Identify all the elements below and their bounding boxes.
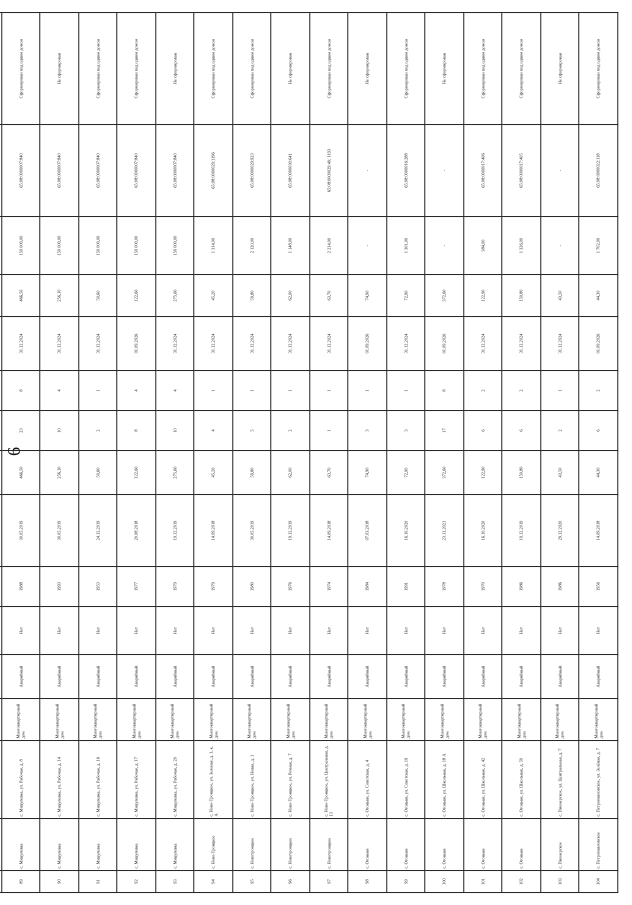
table-cell: с. Новотроицкое	[271, 819, 310, 871]
table-cell: Аварийный	[387, 655, 426, 699]
table-cell: 2	[271, 411, 310, 451]
table-cell: 275,60	[156, 451, 195, 495]
table-cell: 89	[2, 871, 41, 893]
table-cell: 93	[156, 871, 195, 893]
table-cell: 65:08:0000007:840	[2, 125, 41, 217]
table-cell: Аварийный	[310, 655, 349, 699]
table-cell: 1988	[2, 567, 41, 607]
table-cell: Многоквартирный дом	[2, 699, 41, 741]
table-cell: 98	[348, 871, 387, 893]
table-cell: 275,60	[156, 275, 195, 317]
table-cell: 372,60	[425, 451, 464, 495]
table-cell: 45,20	[194, 451, 233, 495]
table-cell: с. Ново-Троицкое, ул. Центральная, д. 13	[310, 741, 349, 819]
table-cell: Аварийный	[233, 655, 272, 699]
table-row	[233, 13, 272, 893]
table-cell: 50,60	[79, 275, 118, 317]
table-cell: 01.09.2026	[579, 317, 618, 371]
table-cell: с. Пионерское, ул. Центральная, д. 7	[541, 741, 580, 819]
table-cell: Аварийный	[40, 655, 79, 699]
table-cell: 150,80	[502, 451, 541, 495]
table-cell: 65:08:0000007:840	[79, 125, 118, 217]
table-cell: с. Мицулевка	[40, 819, 79, 871]
table-cell: 1977	[117, 567, 156, 607]
table-cell: 43,50	[541, 275, 580, 317]
table-cell: 122,60	[117, 275, 156, 317]
table-cell: с. Огоньки	[348, 819, 387, 871]
table-cell: Многоквартирный дом	[425, 699, 464, 741]
table-cell: 65:08:0000029:40; 1193	[310, 125, 349, 217]
table-cell: 2	[79, 411, 118, 451]
table-cell: Сформирован под одним домом	[233, 13, 272, 125]
table-cell: с. Огоньки, ул. Школьная, д. 50	[502, 741, 541, 819]
table-cell: Многоквартирный дом	[194, 699, 233, 741]
table-cell: 4	[40, 371, 79, 411]
table-cell: с. Огоньки	[502, 819, 541, 871]
table-cell: 63,70	[310, 275, 349, 317]
table-cell: с. Мицулевка	[79, 819, 118, 871]
table-cell: 1980	[233, 567, 272, 607]
table-cell: 65:08:0000017:405	[502, 125, 541, 217]
table-cell: Многоквартирный дом	[156, 699, 195, 741]
table-cell: Нет	[40, 607, 79, 655]
table-cell: 103	[541, 871, 580, 893]
table-cell: 65:08:0000016:288	[387, 125, 426, 217]
table-cell: Многоквартирный дом	[79, 699, 118, 741]
table-cell: Не сформирован	[541, 13, 580, 125]
table-cell: 6	[579, 411, 618, 451]
table-cell: Аварийный	[2, 655, 41, 699]
table-cell: 29.12.2020	[541, 495, 580, 567]
table-cell: 95	[233, 871, 272, 893]
table-cell: 90	[40, 871, 79, 893]
table-cell: 150 000,00	[156, 217, 195, 275]
table-cell: Аварийный	[117, 655, 156, 699]
table-cell: 150 000,00	[40, 217, 79, 275]
table-cell: 65:08:0000007:840	[40, 125, 79, 217]
table-body	[0, 13, 618, 893]
table-row	[271, 13, 310, 893]
table-cell: 20.08.2018	[117, 495, 156, 567]
table-cell: 1978	[425, 567, 464, 607]
table-cell: с. Мицулевка, ул. Рабочая, д. 17	[117, 741, 156, 819]
table-cell: Аварийный	[271, 655, 310, 699]
table-cell: 1986	[541, 567, 580, 607]
table-cell: с. Мицулевка, ул. Рабочая, д. 20	[156, 741, 195, 819]
table-cell: 14.09.2018	[579, 495, 618, 567]
table-cell: Сформирован под одним домом	[387, 13, 426, 125]
table-cell: Сформирован под одним домом	[194, 13, 233, 125]
table-cell: Не сформирован	[348, 13, 387, 125]
table-cell: 16.10.2020	[387, 495, 426, 567]
table-cell: Многоквартирный дом	[233, 699, 272, 741]
table-cell: 1 326,00	[502, 217, 541, 275]
table-cell: Не сформирован	[271, 13, 310, 125]
table-cell: 31.12.2024	[40, 317, 79, 371]
table-cell: с. Петропавловское, ул. Зелёная, д. 7	[579, 741, 618, 819]
table-cell: 8	[117, 411, 156, 451]
table-cell: Нет	[271, 607, 310, 655]
table-cell: Многоквартирный дом	[579, 699, 618, 741]
table-cell: 16.10.2020	[464, 495, 503, 567]
table-row	[425, 13, 464, 893]
table-cell: Сформирован под одним домом	[464, 13, 503, 125]
table-cell: Нет	[387, 607, 426, 655]
table-row	[156, 13, 195, 893]
table-cell: 2	[541, 411, 580, 451]
table-cell: 1	[194, 371, 233, 411]
table-cell: 2	[579, 371, 618, 411]
table-cell: Нет	[156, 607, 195, 655]
table-cell: Аварийный	[502, 655, 541, 699]
table-row	[348, 13, 387, 893]
table-row	[117, 13, 156, 893]
table-cell: 1	[348, 371, 387, 411]
table-cell: Аварийный	[156, 655, 195, 699]
table-cell: 8	[2, 371, 41, 411]
table-cell: 14.09.2018	[194, 495, 233, 567]
table-cell: 1953	[79, 567, 118, 607]
table-cell: -	[425, 125, 464, 217]
table-cell: 74,90	[348, 275, 387, 317]
table-cell: с. Огоньки, ул. Школьная, д. 42	[464, 741, 503, 819]
table-cell: 07.03.2018	[348, 495, 387, 567]
table-cell: 65:08:0000030:641	[271, 125, 310, 217]
table-cell: 50,60	[79, 451, 118, 495]
table-cell: 1956	[579, 567, 618, 607]
table-cell: 59,80	[233, 275, 272, 317]
table-cell: Нет	[579, 607, 618, 655]
table-cell: Многоквартирный дом	[464, 699, 503, 741]
table-cell: с. Ново-Троицкое	[194, 819, 233, 871]
table-row	[2, 13, 41, 893]
table-cell: Аварийный	[194, 655, 233, 699]
table-cell: Нет	[541, 607, 580, 655]
table-cell: 466,50	[2, 451, 41, 495]
table-cell: 101	[464, 871, 503, 893]
table-cell: Сформирован под одним домом	[579, 13, 618, 125]
table-row	[194, 13, 233, 893]
table-cell: Многоквартирный дом	[117, 699, 156, 741]
table-cell: Аварийный	[348, 655, 387, 699]
table-cell: 2	[502, 371, 541, 411]
table-cell: 150,80	[502, 275, 541, 317]
table-cell: 1979	[156, 567, 195, 607]
table-cell: с. Петропавловское	[579, 819, 618, 871]
table-cell: 24.12.2019	[79, 495, 118, 567]
table-cell: Нет	[117, 607, 156, 655]
table-cell: -	[348, 125, 387, 217]
table-cell: Не сформирован	[40, 13, 79, 125]
table-cell: 01.09.2026	[348, 317, 387, 371]
table-cell: Нет	[348, 607, 387, 655]
table-cell: Многоквартирный дом	[271, 699, 310, 741]
table-cell: 17	[425, 411, 464, 451]
table-cell: -	[541, 125, 580, 217]
page-number: 6	[4, 447, 24, 456]
table-row	[79, 13, 118, 893]
table-cell: 3	[387, 411, 426, 451]
table-cell: 14.09.2018	[310, 495, 349, 567]
table-cell: Нет	[233, 607, 272, 655]
table-cell: 384,00	[464, 217, 503, 275]
table-cell: 6	[464, 411, 503, 451]
table-cell: 97	[310, 871, 349, 893]
table-cell: 1	[541, 371, 580, 411]
table-cell: 01.09.2026	[117, 317, 156, 371]
table-cell: 122,90	[464, 275, 503, 317]
table-cell: 122,60	[117, 451, 156, 495]
table-cell: 4	[117, 371, 156, 411]
table-cell: 1 314,00	[194, 217, 233, 275]
table-cell: 96	[271, 871, 310, 893]
table-cell: с. Мицулевка	[156, 819, 195, 871]
table-cell: 122,90	[464, 451, 503, 495]
table-cell: 31.12.2024	[2, 317, 41, 371]
table-cell: с. Новотроицкое	[310, 819, 349, 871]
table-cell: с. Огоньки, ул. Советская, д. 4	[348, 741, 387, 819]
resettlement-table	[0, 12, 618, 893]
table-cell: Нет	[425, 607, 464, 655]
table-cell: Нет	[464, 607, 503, 655]
table-cell: Многоквартирный дом	[40, 699, 79, 741]
table-cell: Аварийный	[425, 655, 464, 699]
table-cell: Многоквартирный дом	[310, 699, 349, 741]
table-cell: 104	[579, 871, 618, 893]
table-cell: 1	[233, 371, 272, 411]
table-cell: с. Мицулевка	[2, 819, 41, 871]
table-cell: Сформирован под одним домом	[117, 13, 156, 125]
table-cell: Аварийный	[464, 655, 503, 699]
table-cell: с. Мицулевка, ул. Рабочая, д. 16	[79, 741, 118, 819]
table-cell: 102	[502, 871, 541, 893]
table-cell: 8	[425, 371, 464, 411]
table-cell: 44,30	[579, 451, 618, 495]
table-cell: 65:08:0000022:118	[579, 125, 618, 217]
table-cell: 72,90	[387, 275, 426, 317]
table-cell: 65:08:0000007:840	[117, 125, 156, 217]
table-cell: 256,10	[40, 275, 79, 317]
table-cell: 19.12.2019	[156, 495, 195, 567]
table-cell: 62,00	[271, 451, 310, 495]
table-cell: Нет	[194, 607, 233, 655]
table-cell: с. Огоньки, ул. Школьная, д. 18 А	[425, 741, 464, 819]
table-cell: 466,50	[2, 275, 41, 317]
table-cell: 91	[79, 871, 118, 893]
table-cell: Многоквартирный дом	[387, 699, 426, 741]
table-cell: с. Огоньки	[387, 819, 426, 871]
table-cell: Аварийный	[79, 655, 118, 699]
table-cell: 10	[156, 411, 195, 451]
table-cell: 1	[310, 371, 349, 411]
table-cell: Нет	[79, 607, 118, 655]
table-cell: 1 148,00	[271, 217, 310, 275]
table-cell: 31.12.2024	[310, 317, 349, 371]
table-cell: 6	[502, 411, 541, 451]
table-cell: 31.12.2024	[502, 317, 541, 371]
table-cell: 31.12.2024	[541, 317, 580, 371]
table-cell: 65:08:0000017:406	[464, 125, 503, 217]
table-cell: -	[541, 217, 580, 275]
table-cell: 1	[271, 371, 310, 411]
table-cell: 30.05.2019	[233, 495, 272, 567]
table-cell: 23.11.2021	[425, 495, 464, 567]
table-cell: 1	[310, 411, 349, 451]
table-cell: с. Мицулевка, ул. Рабочая, д. 14	[40, 741, 79, 819]
table-cell: 43,50	[541, 451, 580, 495]
table-cell: 30.05.2019	[40, 495, 79, 567]
table-cell: -	[425, 217, 464, 275]
table-cell: 372,60	[425, 275, 464, 317]
table-cell: 65:08:0000007:840	[156, 125, 195, 217]
table-cell: 150 000,00	[2, 217, 41, 275]
table-cell: 31.12.2024	[387, 317, 426, 371]
table-cell: 19.12.2019	[502, 495, 541, 567]
table-cell: 63,70	[310, 451, 349, 495]
table-cell: 31.12.2024	[271, 317, 310, 371]
table-cell: 2 214,00	[310, 217, 349, 275]
table-cell: 30.05.2019	[2, 495, 41, 567]
table-cell: 256,10	[40, 451, 79, 495]
table-cell: 99	[387, 871, 426, 893]
table-cell: Многоквартирный дом	[348, 699, 387, 741]
table-cell: 3	[348, 411, 387, 451]
table-row	[502, 13, 541, 893]
table-cell: Не сформирован	[156, 13, 195, 125]
table-cell: 31.12.2024	[194, 317, 233, 371]
table-cell: 31.12.2024	[79, 317, 118, 371]
table-row	[310, 13, 349, 893]
table-cell: 62,00	[271, 275, 310, 317]
table-cell: 23	[2, 411, 41, 451]
table-cell: 65:08:0000029:1196	[194, 125, 233, 217]
table-cell: Нет	[310, 607, 349, 655]
table-cell: 1991	[387, 567, 426, 607]
table-cell: 65:08:0000029:923	[233, 125, 272, 217]
table-cell: 31.12.2024	[233, 317, 272, 371]
table-cell: 1	[387, 371, 426, 411]
table-cell: 4	[156, 371, 195, 411]
table-row	[40, 13, 79, 893]
table-cell: с. Ново-Троицкое, ул. Зеленая, д. 1, к. А	[194, 741, 233, 819]
table-cell: 2	[464, 371, 503, 411]
table-cell: 1993	[40, 567, 79, 607]
table-cell: с. Огоньки	[464, 819, 503, 871]
table-cell: 5	[233, 411, 272, 451]
table-cell: Многоквартирный дом	[502, 699, 541, 741]
table-cell: 1976	[271, 567, 310, 607]
table-cell: 45,20	[194, 275, 233, 317]
table-row	[541, 13, 580, 893]
table-cell: 4	[194, 411, 233, 451]
table-cell: с. Мицулевка	[117, 819, 156, 871]
table-cell: 1970	[464, 567, 503, 607]
table-cell: 94	[194, 871, 233, 893]
table-cell: Многоквартирный дом	[541, 699, 580, 741]
table-row	[464, 13, 503, 893]
table-cell: -	[348, 217, 387, 275]
table-cell: с. Мицулевка, ул. Рабочая, д. 8	[2, 741, 41, 819]
table-cell: Сформирован под одним домом	[2, 13, 41, 125]
table-cell: 31.12.2024	[464, 317, 503, 371]
table-cell: 19.12.2019	[271, 495, 310, 567]
table-cell: с. Ново-Троицкое, ул. Новая, д. 1	[233, 741, 272, 819]
table-cell: 01.09.2026	[425, 317, 464, 371]
table-cell: 59,80	[233, 451, 272, 495]
table-cell: с. Огоньки, ул. Советская, д. 19	[387, 741, 426, 819]
table-cell: 31.12.2024	[156, 317, 195, 371]
table-cell: Сформирован под одним домом	[502, 13, 541, 125]
table-cell: Не сформирован	[425, 13, 464, 125]
table-cell: 72,90	[387, 451, 426, 495]
table-cell: 1979	[194, 567, 233, 607]
table-cell: 100	[425, 871, 464, 893]
table-cell: Сформирован под одним домом	[79, 13, 118, 125]
table-cell: с. Ново-Троицкое, ул. Речная, д. 7	[271, 741, 310, 819]
table-cell: 150 000,00	[79, 217, 118, 275]
table-cell: 1	[79, 371, 118, 411]
table-cell: 1 702,00	[579, 217, 618, 275]
table-cell: 44,30	[579, 275, 618, 317]
table-row	[387, 13, 426, 893]
table-cell: Нет	[502, 607, 541, 655]
table-cell: 1 301,00	[387, 217, 426, 275]
table-cell: с. Пионерское	[541, 819, 580, 871]
table-cell: 92	[117, 871, 156, 893]
table-cell: Аварийный	[541, 655, 580, 699]
table-cell: 2 120,00	[233, 217, 272, 275]
table-cell: 74,90	[348, 451, 387, 495]
table-cell: Аварийный	[579, 655, 618, 699]
table-cell: 1986	[502, 567, 541, 607]
table-cell: Сформирован под одним домом	[310, 13, 349, 125]
table-cell: с. Новотроицкое	[233, 819, 272, 871]
table-row	[579, 13, 618, 893]
table-cell: с. Огоньки	[425, 819, 464, 871]
table-cell: 1984	[348, 567, 387, 607]
table-cell: 1974	[310, 567, 349, 607]
table-cell: Нет	[2, 607, 41, 655]
table-cell: 150 000,00	[117, 217, 156, 275]
table-cell: 10	[40, 411, 79, 451]
